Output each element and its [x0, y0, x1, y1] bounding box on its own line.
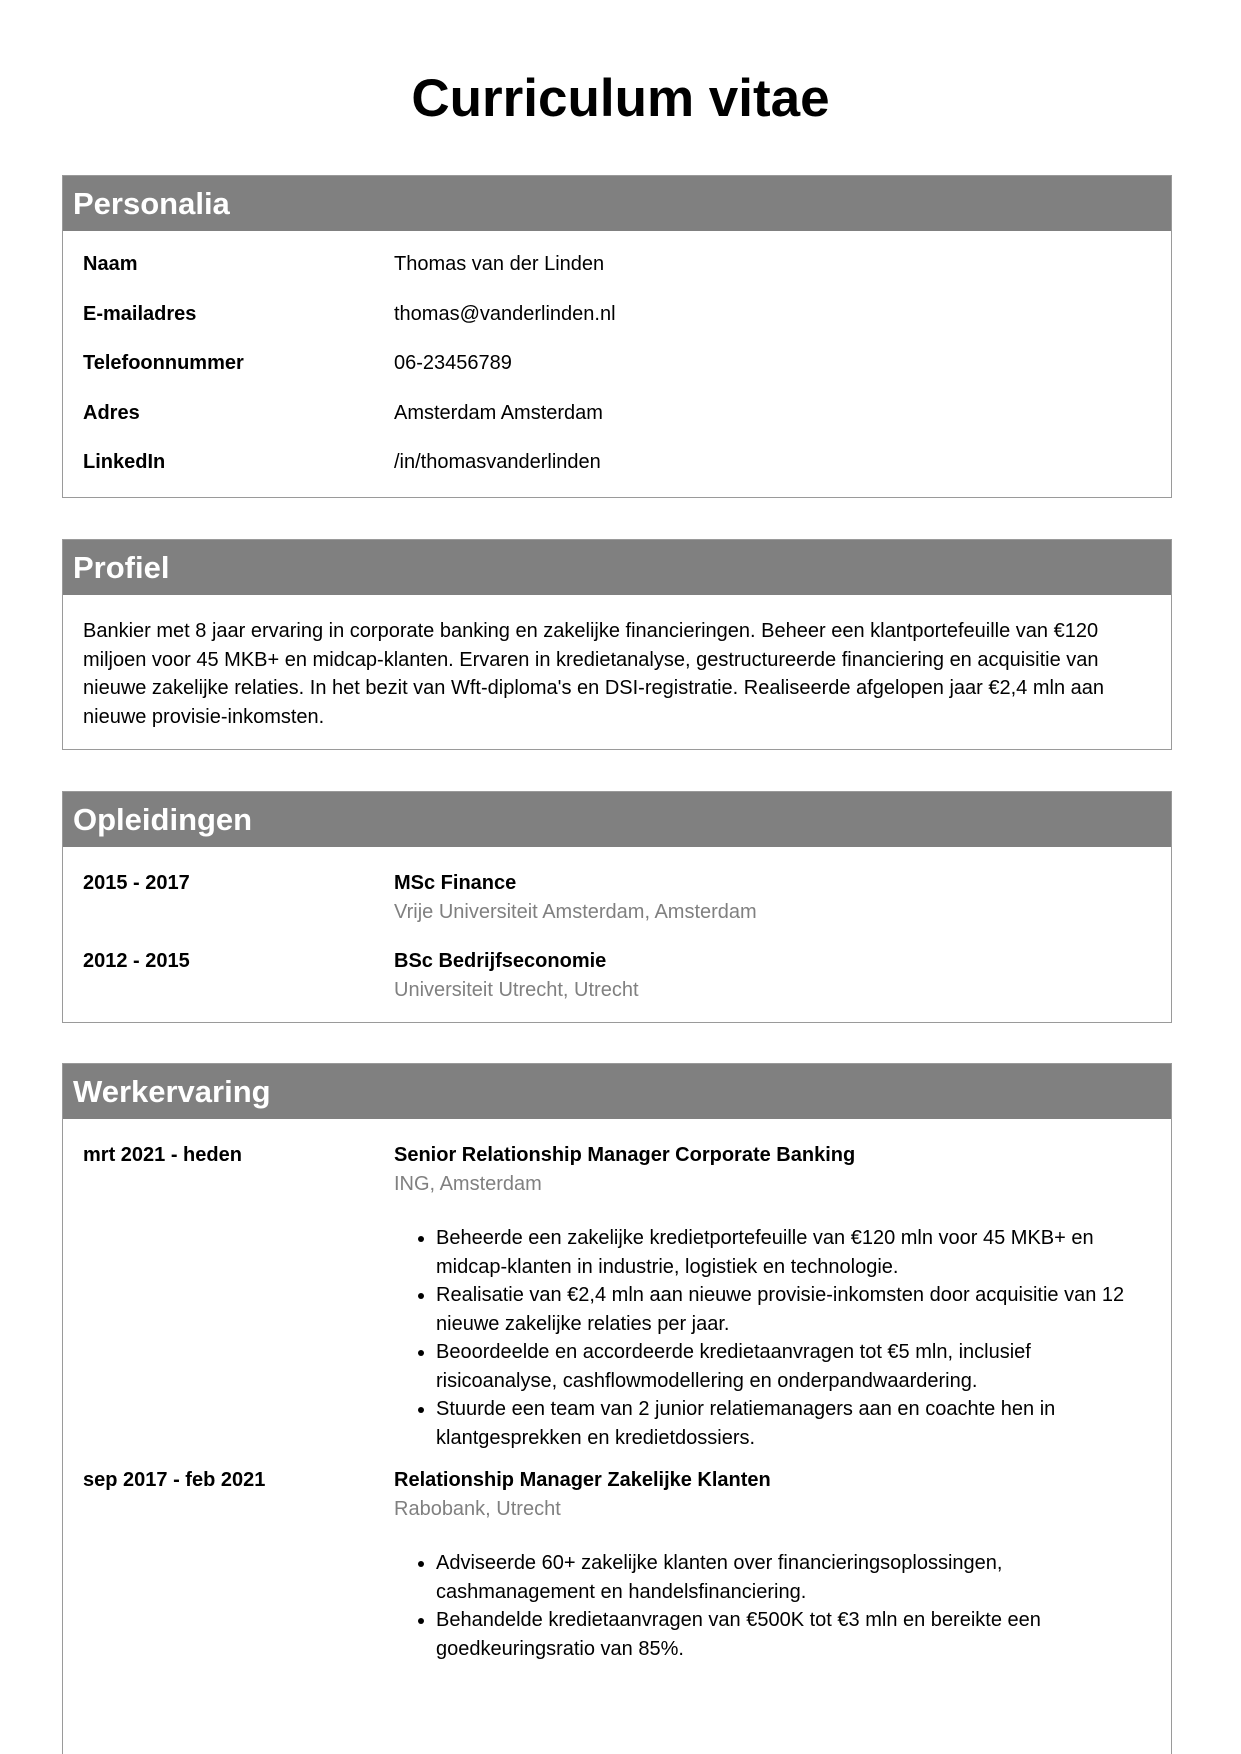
education-entry [83, 869, 1151, 947]
work-details [394, 1141, 1151, 1452]
work-bullets [394, 1549, 1151, 1663]
education-period: 2015 - 2017 [83, 872, 190, 894]
personalia-row [83, 400, 1151, 450]
education-entry [83, 947, 1151, 1004]
personalia-label: Naam [83, 253, 138, 275]
personalia-label: E-mailadres [83, 302, 197, 325]
section-heading-personalia: Personalia [63, 176, 1171, 231]
education-details [394, 869, 1151, 947]
personalia-row [83, 449, 1151, 499]
work-entry [83, 1141, 1151, 1452]
work-place: ING, Amsterdam [394, 1172, 542, 1195]
education-title: MSc Finance [394, 872, 517, 894]
work-details [394, 1466, 1151, 1663]
work-bullets [394, 1224, 1151, 1452]
personalia-row [83, 350, 1151, 400]
opleidingen-body [63, 847, 1171, 1004]
work-bullet: • Adviseerde 60+ zakelijke klanten over financieringsoplossingen, cashmanagement en handelsfinanciering. [436, 1549, 1151, 1606]
personalia-body [63, 231, 1171, 499]
personalia-value: thomas@vanderlinden.nl [394, 302, 616, 325]
personalia-value: 06-23456789 [394, 352, 512, 374]
personalia-row [83, 301, 1151, 351]
education-place: Vrije Universiteit Amsterdam, Amsterdam [394, 900, 757, 923]
section-personalia [62, 175, 1172, 498]
section-opleidingen [62, 791, 1172, 1023]
personalia-label: Adres [83, 401, 140, 424]
profile-text: Bankier met 8 jaar ervaring in corporate banking en zakelijke financieringen. Beheer een klantportefeuille van €120 miljoen voor 45 MKB+ en midcap-klanten. Ervaren in kredietanalyse, gestructureerde financiering en acquisitie van nieuwe zakelijke relaties. In het bezit van Wft-diploma's en DSI-registratie. Realiseerde afgelopen jaar €2,4 mln aan nieuwe provisie-inkomsten. [83, 620, 1105, 728]
work-title: Relationship Manager Zakelijke Klanten [394, 1469, 771, 1491]
section-heading-profiel: Profiel [63, 540, 1171, 595]
personalia-value: Amsterdam Amsterdam [394, 401, 603, 424]
education-title: BSc Bedrijfseconomie [394, 950, 607, 972]
work-bullet: • Behandelde kredietaanvragen van €500K tot €3 mln en bereikte een goedkeuringsratio van 85%. [436, 1606, 1151, 1663]
personalia-value: Thomas van der Linden [394, 253, 605, 275]
work-place: Rabobank, Utrecht [394, 1497, 561, 1520]
document-title: Curriculum vitae [411, 69, 830, 128]
personalia-value: /in/thomasvanderlinden [394, 451, 601, 473]
work-bullet: • Stuurde een team van 2 junior relatiemanagers aan en coachte hen in klantgesprekken en kredietdossiers. [436, 1395, 1151, 1452]
work-entry [83, 1466, 1151, 1663]
section-werkervaring [62, 1063, 1172, 1754]
work-title: Senior Relationship Manager Corporate Banking [394, 1144, 856, 1166]
section-heading-werkervaring: Werkervaring [63, 1064, 1171, 1119]
work-bullet: • Beoordeelde en accordeerde kredietaanvragen tot €5 mln, inclusief risicoanalyse, cashflowmodellering en onderpandwaardering. [436, 1338, 1151, 1395]
personalia-label: LinkedIn [83, 451, 166, 473]
education-place: Universiteit Utrecht, Utrecht [394, 978, 639, 1001]
section-profiel [62, 539, 1172, 750]
education-period: 2012 - 2015 [83, 950, 190, 972]
work-bullet: • Beheerde een zakelijke kredietportefeuille van €120 mln voor 45 MKB+ en midcap-klanten in industrie, logistiek en technologie. [436, 1224, 1151, 1281]
werkervaring-body [63, 1119, 1171, 1663]
work-bullet: • Realisatie van €2,4 mln aan nieuwe provisie-inkomsten door acquisitie van 12 nieuwe zakelijke relaties per jaar. [436, 1281, 1151, 1338]
work-period: mrt 2021 - heden [83, 1144, 242, 1166]
personalia-label: Telefoonnummer [83, 352, 244, 374]
section-heading-opleidingen: Opleidingen [63, 792, 1171, 847]
profiel-body [63, 595, 1171, 731]
education-details [394, 947, 1151, 1004]
work-period: sep 2017 - feb 2021 [83, 1469, 266, 1491]
personalia-row [83, 251, 1151, 301]
